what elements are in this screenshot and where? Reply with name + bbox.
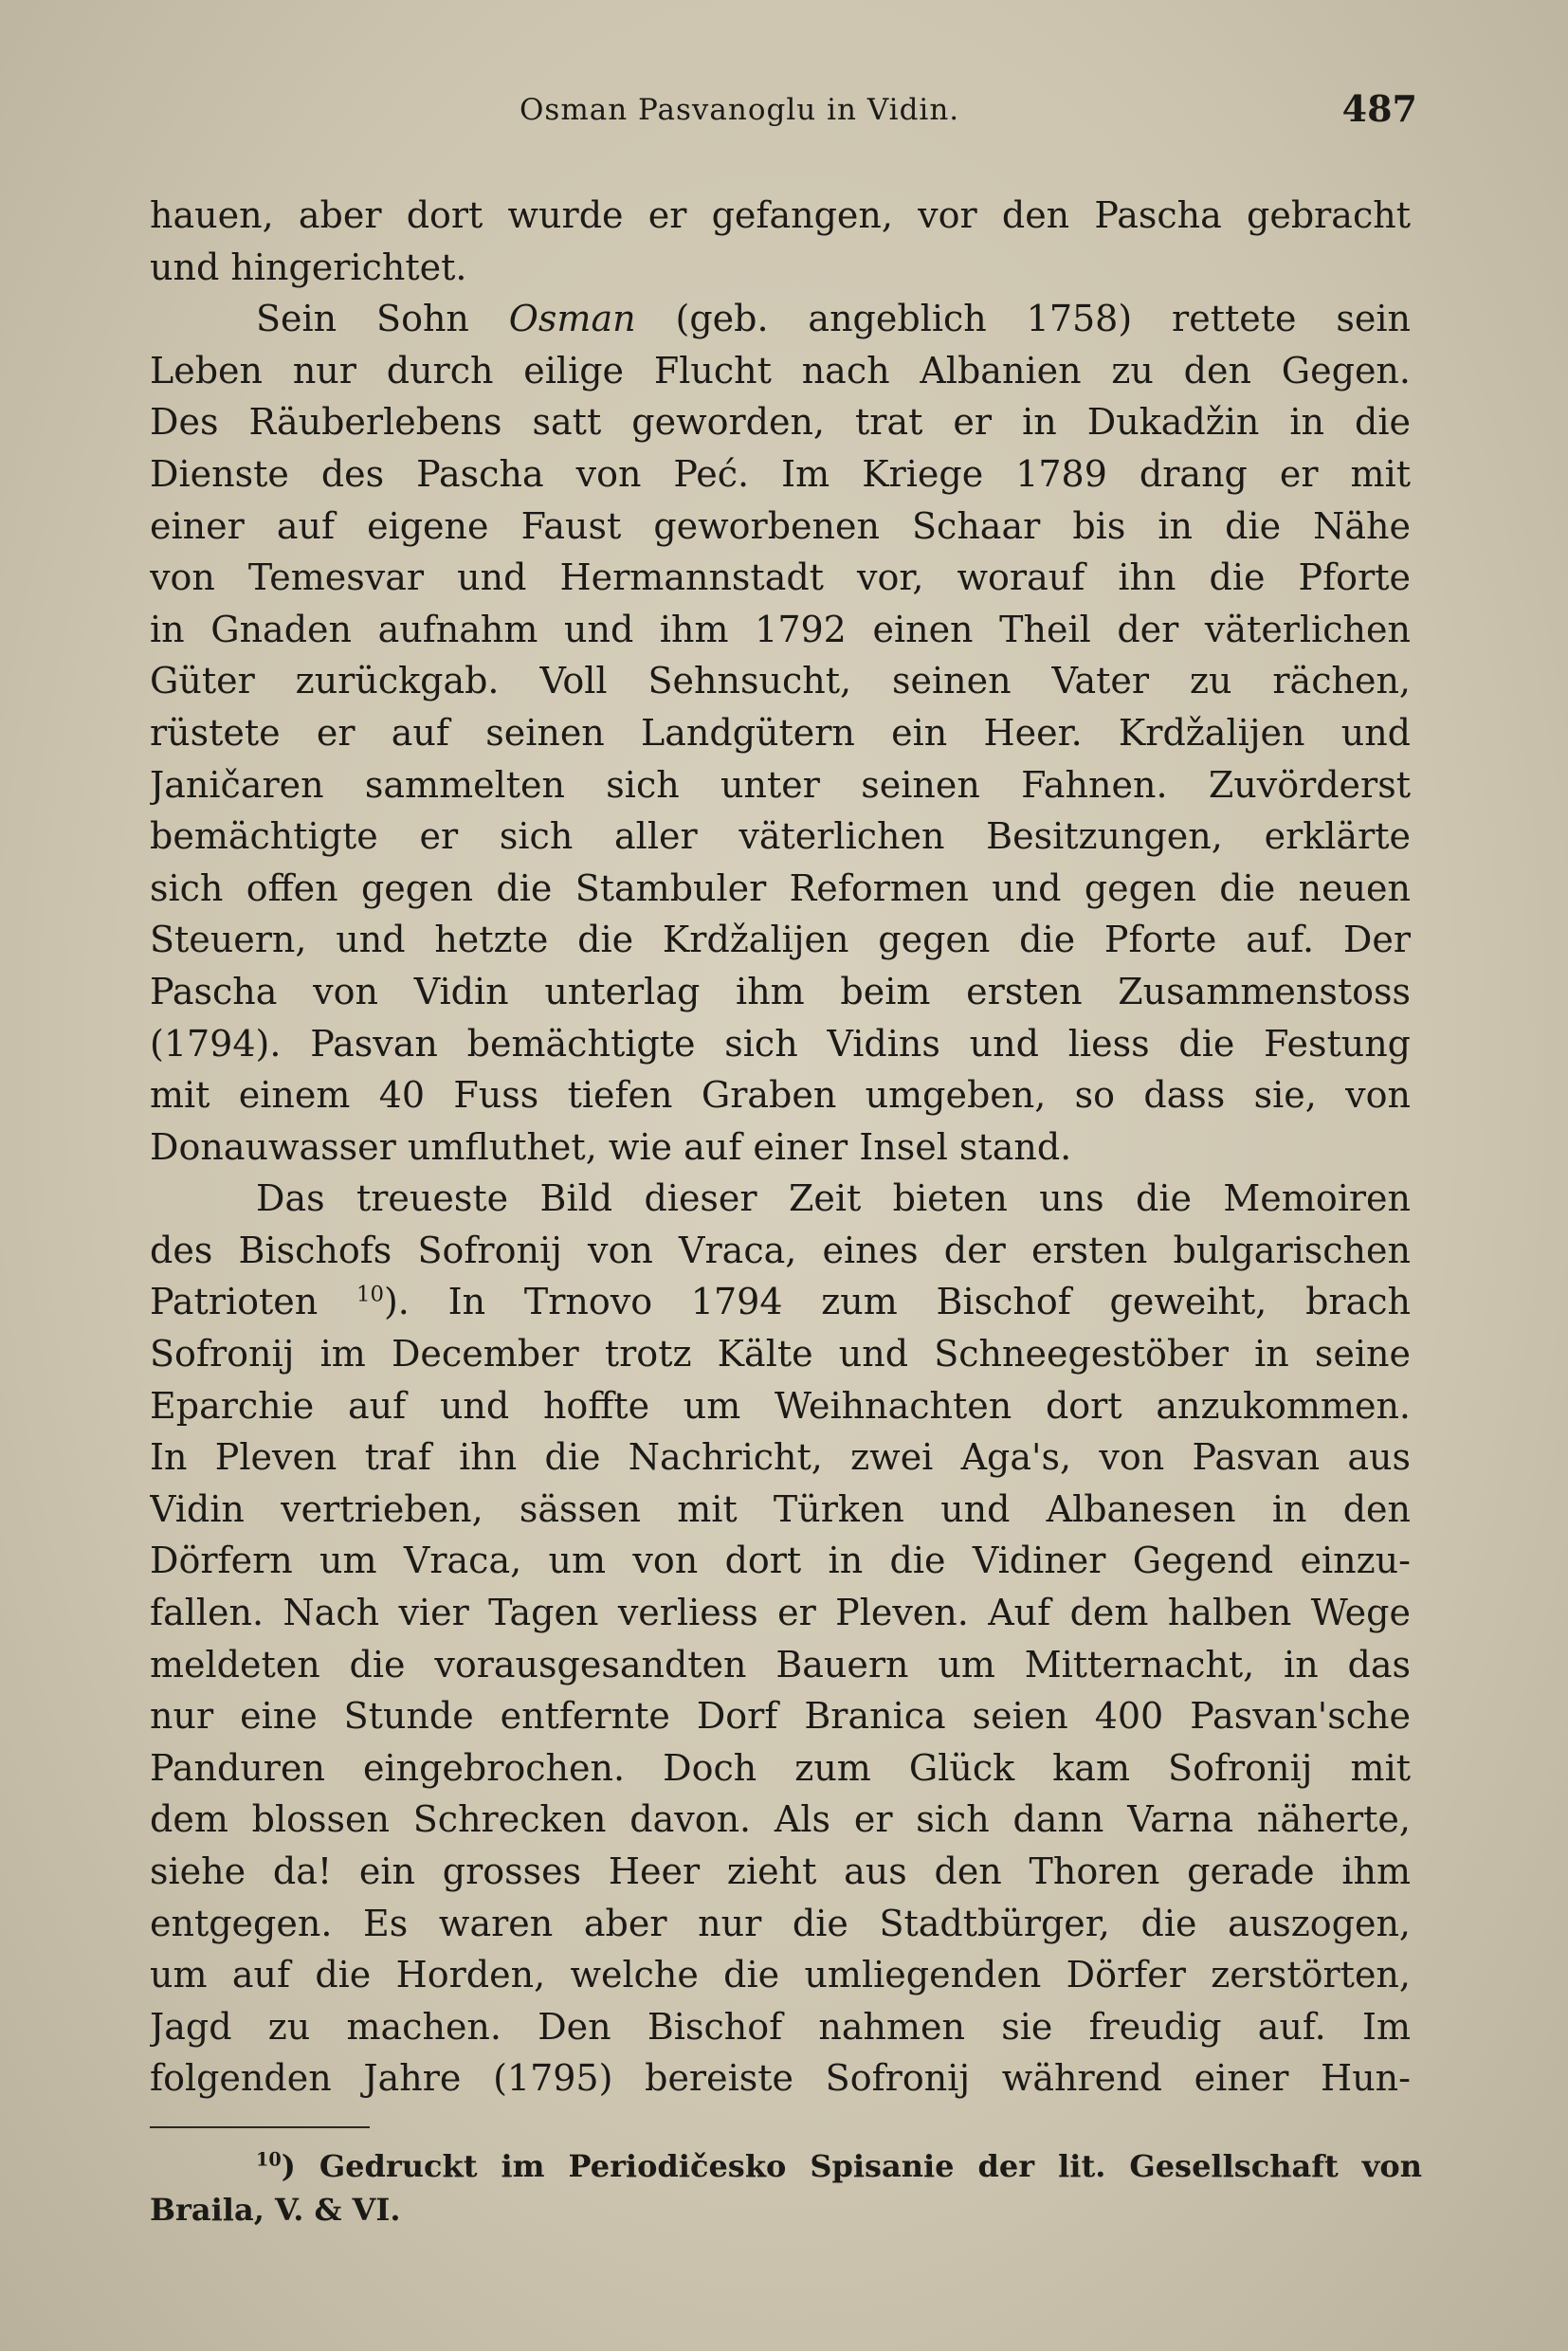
running-title: Osman Pasvanoglu in Vidin. bbox=[520, 93, 960, 127]
text-line: und hingerichtet. bbox=[150, 246, 467, 288]
text-segment: ) Gedruckt im Periodičesko Spisanie der lit. Gesellschaft von bbox=[281, 2148, 1422, 2184]
text-line: Panduren eingebrochen. Doch zum Glück kam Sofronij mit bbox=[150, 1746, 1411, 1789]
text-line: (1794). Pasvan bemächtigte sich Vidins und liess die Festung bbox=[150, 1022, 1411, 1065]
text-line: mit einem 40 Fuss tiefen Graben umgeben, so dass sie, von bbox=[150, 1074, 1411, 1117]
text-line: um auf die Horden, welche die umliegenden Dörfer zerstörten, bbox=[150, 1954, 1411, 1996]
text-segment: (geb. angeblich 1758) rettete sein bbox=[635, 298, 1411, 340]
text-line: in Gnaden aufnahm und ihm 1792 einen Theil der väterlichen bbox=[150, 608, 1411, 650]
text-line: Jagd zu machen. Den Bischof nahmen sie freudig auf. Im bbox=[150, 2005, 1411, 2048]
text-line bbox=[150, 293, 1411, 345]
page-header bbox=[142, 87, 1417, 137]
footnote-line bbox=[150, 2144, 1422, 2188]
text-line: des Bischofs Sofronij von Vraca, eines der ersten bulgarischen bbox=[150, 1229, 1411, 1271]
text-line: nur eine Stunde entfernte Dorf Branica seien 400 Pasvan'sche bbox=[150, 1695, 1411, 1738]
text-line bbox=[150, 1276, 1411, 1328]
text-line: sich offen gegen die Stambuler Reformen und gegen die neuen bbox=[150, 866, 1411, 909]
text-line: von Temesvar und Hermannstadt vor, worauf ihn die Pforte bbox=[150, 556, 1411, 599]
text-line: einer auf eigene Faust geworbenen Schaar bis in die Nähe bbox=[150, 504, 1411, 547]
text-segment: Patrioten bbox=[150, 1281, 356, 1323]
emphasized-name: Osman bbox=[508, 298, 636, 340]
text-line: Dienste des Pascha von Peć. Im Kriege 1789 drang er mit bbox=[150, 452, 1411, 495]
text-line: rüstete er auf seinen Landgütern ein Heer. Krdžalijen und bbox=[150, 711, 1411, 754]
text-line: Vidin vertrieben, sässen mit Türken und Albanesen in den bbox=[150, 1487, 1411, 1530]
text-line: In Pleven traf ihn die Nachricht, zwei Aga's, von Pasvan aus bbox=[150, 1436, 1411, 1479]
text-line: bemächtigte er sich aller väterlichen Besitzungen, erklärte bbox=[150, 815, 1411, 858]
text-line: siehe da! ein grosses Heer zieht aus den Thoren gerade ihm bbox=[150, 1850, 1411, 1892]
text-line: Das treueste Bild dieser Zeit bieten uns die Memoiren bbox=[256, 1177, 1411, 1220]
text-line: Steuern, und hetzte die Krdžalijen gegen die Pforte auf. Der bbox=[150, 919, 1411, 961]
text-line: Leben nur durch eilige Flucht nach Albanien zu den Gegen. bbox=[150, 349, 1411, 392]
text-line: Pascha von Vidin unterlag ihm beim ersten Zusammenstoss bbox=[150, 970, 1411, 1012]
text-line: Janičaren sammelten sich unter seinen Fahnen. Zuvörderst bbox=[150, 763, 1411, 806]
text-line: Sofronij im December trotz Kälte und Schneegestöber in seine bbox=[150, 1333, 1411, 1376]
text-segment: Sein Sohn bbox=[256, 298, 509, 340]
text-line: Dörfern um Vraca, um von dort in die Vidiner Gegend einzu- bbox=[150, 1540, 1411, 1582]
text-line: meldeten die vorausgesandten Bauern um Mitternacht, in das bbox=[150, 1643, 1411, 1686]
text-line: dem blossen Schrecken davon. Als er sich dann Varna näherte, bbox=[150, 1798, 1411, 1841]
footnote-divider bbox=[150, 2126, 370, 2128]
text-line: Des Räuberlebens satt geworden, trat er in Dukadžin in die bbox=[150, 401, 1411, 444]
footnotes bbox=[150, 2144, 1422, 2232]
footnote-number: 10 bbox=[256, 2148, 282, 2171]
text-line: Eparchie auf und hoffte um Weihnachten dort anzukommen. bbox=[150, 1384, 1411, 1427]
text-line: entgegen. Es waren aber nur die Stadtbürger, die auszogen, bbox=[150, 1902, 1411, 1944]
body-text bbox=[150, 190, 1411, 2105]
footnote-reference: 10 bbox=[356, 1282, 384, 1307]
text-line: hauen, aber dort wurde er gefangen, vor den Pascha gebracht bbox=[150, 194, 1411, 236]
text-line: Güter zurückgab. Voll Sehnsucht, seinen Vater zu rächen, bbox=[150, 660, 1411, 702]
page-number: 487 bbox=[1341, 87, 1417, 130]
footnote-line: Braila, V. & VI. bbox=[150, 2192, 401, 2228]
text-line: fallen. Nach vier Tagen verliess er Pleven. Auf dem halben Wege bbox=[150, 1592, 1411, 1634]
text-line: Donauwasser umfluthet, wie auf einer Insel stand. bbox=[150, 1125, 1072, 1168]
text-line: folgenden Jahre (1795) bereiste Sofronij während einer Hun- bbox=[150, 2057, 1411, 2100]
text-segment: ). In Trnovo 1794 zum Bischof geweiht, brach bbox=[383, 1281, 1411, 1323]
